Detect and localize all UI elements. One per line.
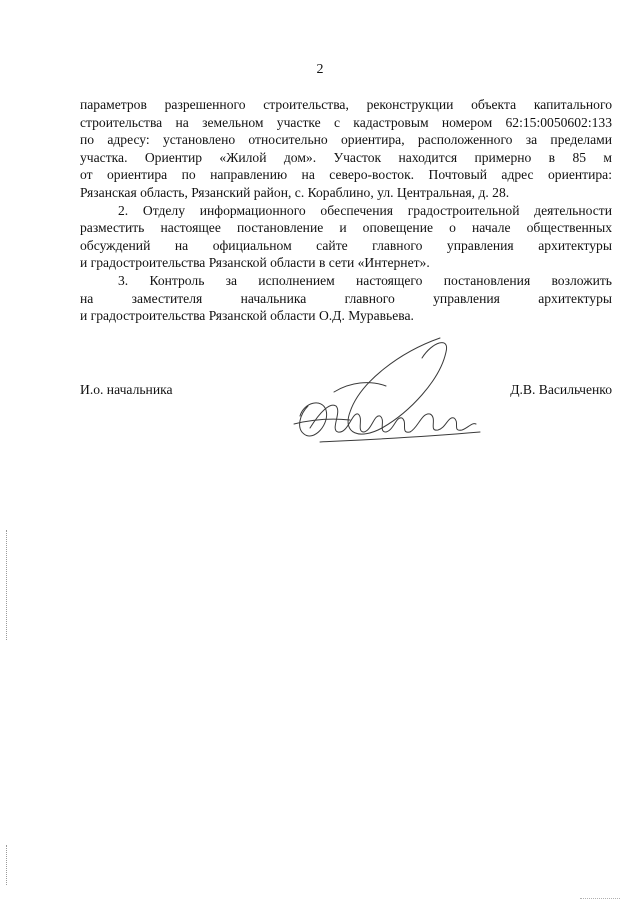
paragraph-line: 3. Контроль за исполнением настоящего постановления возложить [118,272,612,288]
signatory-name: Д.В. Васильченко [510,382,612,397]
paragraph-line: 2. Отделу информационного обеспечения градостроительной деятельности [118,202,612,218]
paragraph-line: Рязанская область, Рязанский район, с. Кораблино, ул. Центральная, д. 28. [80,184,510,200]
paragraph-line: от ориентира по направлению на северо-восток. Почтовый адрес ориентира: [80,167,612,183]
paragraph-3 [80,272,612,325]
paragraph-2 [80,202,612,272]
paragraph-line: и градостроительства Рязанской области в сети «Интернет». [80,255,430,271]
document-body [80,96,612,325]
paragraph-line: и градостроительства Рязанской области О.Д. Муравьева. [80,308,414,324]
margin-artifact [6,530,9,640]
signature-block [80,380,612,450]
paragraph-line: участка. Ориентир «Жилой дом». Участок находится примерно в 85 м [80,149,612,165]
margin-artifact [6,845,9,885]
paragraph-1 [80,96,612,202]
paragraph-line: строительства на земельном участке с кадастровым номером 62:15:0050602:133 [80,114,612,130]
paragraph-line: параметров разрешенного строительства, реконструкции объекта капитального [80,97,612,112]
handwritten-signature [290,332,490,462]
paragraph-line: по адресу: установлено относительно ориентира, расположенного за пределами [80,132,612,148]
signatory-title: И.о. начальника [80,382,173,397]
paragraph-line: разместить настоящее постановление и оповещение о начале общественных [80,220,612,236]
paragraph-line: на заместителя начальника главного управления архитектуры [80,290,612,306]
corner-artifact [580,898,620,899]
paragraph-line: обсуждений на официальном сайте главного управления архитектуры [80,237,612,253]
page-number: 2 [316,62,324,77]
